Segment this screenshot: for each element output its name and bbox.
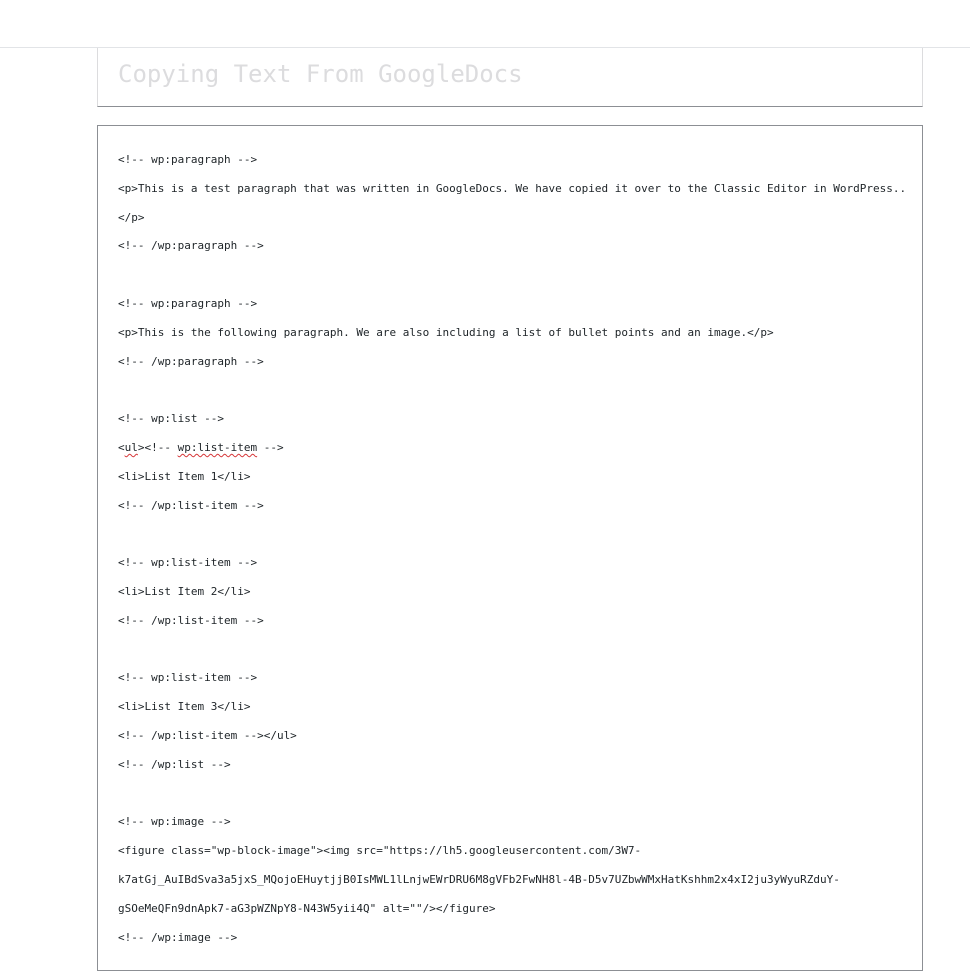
code-line: </p>: [118, 210, 145, 224]
code-editor-textarea[interactable]: [97, 125, 923, 971]
code-line: gSOeMeQFn9dnApk7-aG3pWZNpY8-N43W5yii4Q" alt=""/></figure>: [118, 901, 496, 915]
post-title-area: [97, 48, 923, 107]
code-line: k7atGj_AuIBdSva3a5jxS_MQojoEHuytjjB0IsMWL1lLnjwEWrDRU6M8gVFb2FwNH8l-4B-D5v7UZbwWMxHatKshhm2x4xI2ju3yWyuRZduY-: [118, 872, 840, 886]
code-line: <figure class="wp-block-image"><img src="https://lh5.googleusercontent.com/3W7-: [118, 844, 642, 858]
code-line: <li>List Item 1</li>: [118, 469, 251, 483]
code-line: <!-- wp:list-item -->: [118, 671, 258, 685]
code-line: <!-- wp:paragraph -->: [118, 296, 258, 310]
code-line: <p>This is a test paragraph that was written in GoogleDocs. We have copied it over to the Classic Editor in WordPress..: [118, 181, 907, 195]
code-line: <li>List Item 3</li>: [118, 700, 251, 714]
code-line: <!-- wp:image -->: [118, 815, 231, 829]
code-line: [118, 265, 908, 294]
code-line: <!-- /wp:paragraph -->: [118, 354, 264, 368]
code-line: [118, 380, 908, 409]
code-line: <p>This is the following paragraph. We are also including a list of bullet points and an image.</p>: [118, 325, 774, 339]
code-line: [118, 524, 908, 553]
code-line: <!-- /wp:list-item -->: [118, 613, 264, 627]
code-line: <!-- wp:paragraph -->: [118, 153, 258, 166]
code-line: [118, 784, 908, 813]
code-line: <!-- /wp:paragraph -->: [118, 239, 264, 253]
code-line: <!-- /wp:list-item -->: [118, 498, 264, 512]
code-line: <!-- /wp:list-item --></ul>: [118, 728, 297, 742]
post-title-input[interactable]: [118, 54, 898, 94]
code-line: [118, 640, 908, 669]
code-line: <ul><!-- wp:list-item -->: [118, 440, 284, 454]
code-line: <!-- wp:list -->: [118, 412, 224, 426]
code-line: <!-- /wp:image -->: [118, 930, 238, 944]
spellcheck-mark: ul: [124, 440, 138, 454]
code-lines: [118, 150, 908, 956]
spellcheck-mark: wp:list-item: [177, 440, 258, 454]
code-line: <li>List Item 2</li>: [118, 584, 251, 598]
code-line: <!-- /wp:list -->: [118, 757, 231, 771]
code-line: <!-- wp:list-item -->: [118, 556, 258, 570]
editor-top-bar: [0, 0, 970, 48]
